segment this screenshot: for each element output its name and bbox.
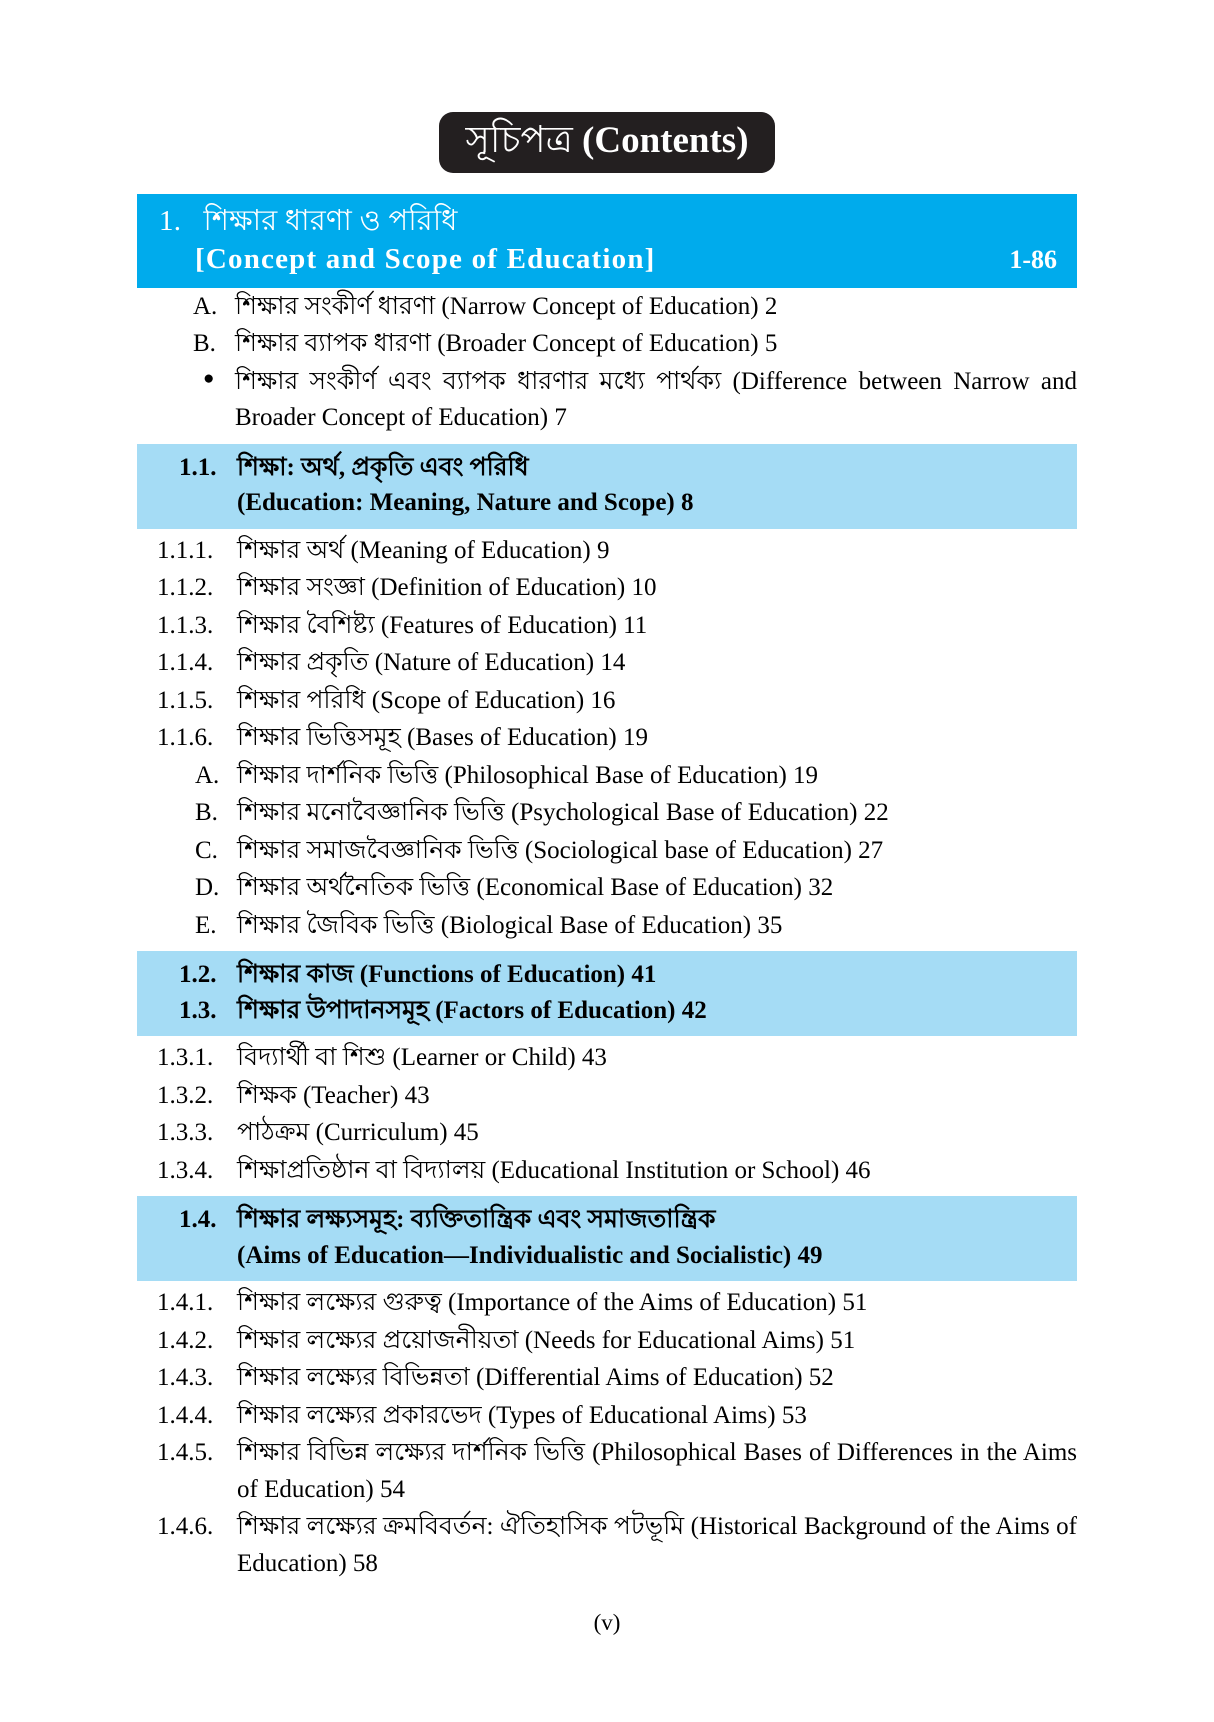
section-title-text: শিক্ষার উপাদানসমূহ (Factors of Education) 42 (237, 996, 707, 1024)
section-title-english: (Education: Meaning, Nature and Scope) 8 (237, 489, 694, 517)
entry-text: পাঠক্রম (Curriculum) 45 (237, 1119, 479, 1147)
entry-text: শিক্ষার ভিত্তিসমূহ (Bases of Education) 19 (237, 724, 648, 752)
section-number: 1.2. (179, 961, 217, 989)
section-title-line (137, 993, 1067, 1029)
toc-entry[interactable] (137, 289, 1077, 326)
entry-marker: 1.1.4. (157, 649, 214, 677)
page-title-banner (439, 112, 774, 173)
chapter-title-line (159, 202, 1061, 240)
entry-marker: E. (195, 911, 217, 939)
entry-marker: 1.1.2. (157, 574, 214, 602)
entry-marker: 1.4.1. (157, 1289, 214, 1317)
entry-marker: 1.3.2. (157, 1081, 214, 1109)
toc-entry[interactable] (137, 1078, 1077, 1115)
section-title-line (137, 450, 1067, 486)
toc-entry[interactable] (137, 1323, 1077, 1360)
section-number: 1.3. (179, 996, 217, 1024)
page-title-wrapper (0, 0, 1214, 173)
toc-entry[interactable] (137, 908, 1077, 945)
toc-entry[interactable] (137, 1435, 1077, 1508)
section-title-text: শিক্ষার কাজ (Functions of Education) 41 (237, 961, 657, 989)
toc-entry[interactable] (137, 1360, 1077, 1397)
section-title-line (137, 957, 1067, 993)
entry-text: শিক্ষার সমাজবৈজ্ঞানিক ভিত্তি (Sociological base of Education) 27 (237, 836, 884, 864)
entry-text: শিক্ষার পরিধি (Scope of Education) 16 (237, 686, 616, 714)
toc-entry[interactable] (137, 364, 1077, 437)
toc-entry[interactable] (137, 833, 1077, 870)
entry-marker: D. (195, 874, 220, 902)
chapter-subtitle-line (159, 241, 1061, 278)
entry-marker: 1.4.2. (157, 1326, 214, 1354)
toc-entry[interactable] (137, 570, 1077, 607)
entry-text: শিক্ষার লক্ষ্যের প্রকারভেদ (Types of Educational Aims) 53 (237, 1401, 807, 1429)
entry-marker: A. (195, 761, 220, 789)
contents-column (137, 194, 1077, 1582)
section-number: 1.1. (179, 453, 217, 481)
entry-marker: A. (193, 292, 218, 320)
page-title-bengali: সূচিপত্র (465, 120, 573, 161)
entry-text: শিক্ষার ব্যাপক ধারণা (Broader Concept of Education) 5 (235, 330, 778, 358)
entry-marker: 1.3.1. (157, 1044, 214, 1072)
entry-marker: C. (195, 836, 218, 864)
entry-marker: B. (195, 799, 218, 827)
entry-marker: 1.1.6. (157, 724, 214, 752)
toc-entry[interactable] (137, 326, 1077, 363)
entry-text: শিক্ষার অর্থ (Meaning of Education) 9 (237, 536, 610, 564)
section-title-line (137, 1202, 1067, 1238)
entry-marker: 1.4.3. (157, 1364, 214, 1392)
entry-text: শিক্ষাপ্রতিষ্ঠান বা বিদ্যালয় (Educational Institution or School) 46 (237, 1156, 871, 1184)
entry-marker: 1.1.5. (157, 686, 214, 714)
section-title-bengali: শিক্ষার লক্ষ্যসমূহ: ব্যক্তিতান্ত্রিক এবং সমাজতান্ত্রিক (237, 1206, 716, 1234)
toc-entry[interactable] (137, 1040, 1077, 1077)
entry-text: শিক্ষার সংকীর্ণ ধারণা (Narrow Concept of Education) 2 (235, 292, 778, 320)
section-header-1-2-1-3[interactable] (137, 951, 1077, 1036)
entry-text: শিক্ষার লক্ষ্যের গুরুত্ব (Importance of the Aims of Education) 51 (237, 1289, 868, 1317)
toc-entry[interactable] (137, 1285, 1077, 1322)
bullet-icon: ● (203, 367, 215, 389)
section-title-english: (Aims of Education—Individualistic and Socialistic) 49 (237, 1241, 823, 1269)
section-header-1-1[interactable] (137, 444, 1077, 529)
entry-marker: 1.1.3. (157, 611, 214, 639)
chapter-title-bengali: শিক্ষার ধারণা ও পরিধি (203, 205, 458, 238)
entry-text: শিক্ষার লক্ষ্যের বিভিন্নতা (Differential Aims of Education) 52 (237, 1364, 834, 1392)
entry-marker: 1.4.5. (157, 1439, 214, 1467)
toc-entry[interactable] (137, 645, 1077, 682)
entry-text: শিক্ষার বৈশিষ্ট্য (Features of Education) 11 (237, 611, 648, 639)
toc-entry[interactable] (137, 1115, 1077, 1152)
entry-text: শিক্ষার দার্শনিক ভিত্তি (Philosophical Base of Education) 19 (237, 761, 819, 789)
entry-text: শিক্ষার মনোবৈজ্ঞানিক ভিত্তি (Psychological Base of Education) 22 (237, 799, 889, 827)
section-number: 1.4. (179, 1206, 217, 1234)
toc-entry[interactable] (137, 795, 1077, 832)
entry-marker: 1.3.3. (157, 1119, 214, 1147)
entry-text: শিক্ষার জৈবিক ভিত্তি (Biological Base of Education) 35 (237, 911, 783, 939)
toc-entry[interactable] (137, 683, 1077, 720)
entry-marker: 1.3.4. (157, 1156, 214, 1184)
entry-text: শিক্ষার প্রকৃতি (Nature of Education) 14 (237, 649, 626, 677)
entry-text: শিক্ষক (Teacher) 43 (237, 1081, 430, 1109)
entry-text: শিক্ষার সংকীর্ণ এবং ব্যাপক ধারণার মধ্যে পার্থক্য (Difference between Narrow and Broader Concept of Education) 7 (235, 367, 1077, 432)
toc-entry[interactable] (137, 1509, 1077, 1582)
toc-entry[interactable] (137, 870, 1077, 907)
chapter-page-range: 1-86 (1009, 244, 1057, 274)
section-title-bengali: শিক্ষা: অর্থ, প্রকৃতি এবং পরিধি (237, 453, 529, 481)
entry-text: শিক্ষার অর্থনৈতিক ভিত্তি (Economical Base of Education) 32 (237, 874, 834, 902)
entry-text: শিক্ষার লক্ষ্যের ক্রমবিবর্তন: ঐতিহাসিক পটভূমি (Historical Background of the Aims of Education) 58 (237, 1513, 1077, 1577)
entry-text: শিক্ষার সংজ্ঞা (Definition of Education) 10 (237, 574, 657, 602)
entry-marker: B. (193, 330, 216, 358)
entry-text: শিক্ষার বিভিন্ন লক্ষ্যের দার্শনিক ভিত্তি (Philosophical Bases of Differences in the Aims of Education) 54 (237, 1439, 1077, 1503)
page-title-english: (Contents) (582, 120, 749, 161)
section-header-1-4[interactable] (137, 1196, 1077, 1281)
toc-entry[interactable] (137, 533, 1077, 570)
page-folio: (v) (593, 1610, 621, 1635)
entry-marker: 1.1.1. (157, 536, 214, 564)
entry-marker: 1.4.6. (157, 1513, 214, 1541)
chapter-header[interactable] (137, 194, 1077, 287)
entry-marker: 1.4.4. (157, 1401, 214, 1429)
entry-text: বিদ্যার্থী বা শিশু (Learner or Child) 43 (237, 1044, 607, 1072)
toc-entry[interactable] (137, 1153, 1077, 1190)
toc-entry[interactable] (137, 758, 1077, 795)
toc-entry[interactable] (137, 1398, 1077, 1435)
toc-entry[interactable] (137, 720, 1077, 757)
toc-entry[interactable] (137, 608, 1077, 645)
chapter-number: 1. (159, 205, 182, 238)
entry-text: শিক্ষার লক্ষ্যের প্রয়োজনীয়তা (Needs for Educational Aims) 51 (237, 1326, 856, 1354)
chapter-title-english: [Concept and Scope of Education] (195, 242, 656, 275)
